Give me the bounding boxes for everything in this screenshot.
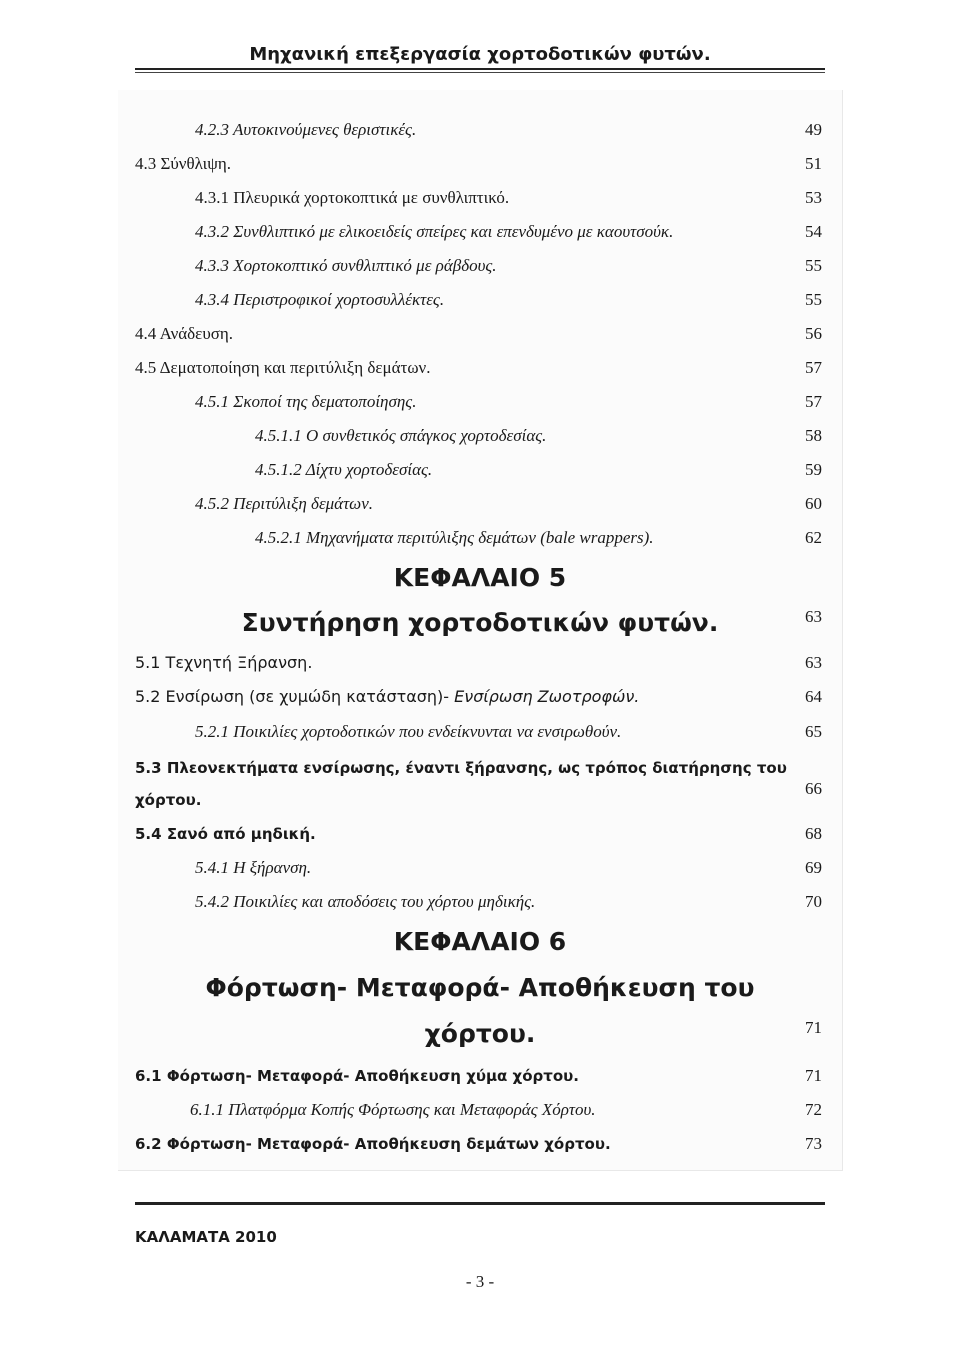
toc-page: 63 bbox=[805, 607, 822, 626]
toc-page: 66 bbox=[805, 779, 822, 798]
toc-page: 53 bbox=[805, 188, 822, 207]
toc-page: 72 bbox=[805, 1100, 822, 1119]
toc-page: 62 bbox=[805, 528, 822, 547]
toc-page: 58 bbox=[805, 426, 822, 445]
toc-page: 57 bbox=[805, 358, 822, 377]
chapter-5-title: Συντήρηση χορτοδοτικών φυτών. bbox=[241, 608, 719, 637]
running-header: Μηχανική επεξεργασία χορτοδοτικών φυτών. bbox=[249, 44, 711, 65]
toc-page: 71 bbox=[805, 1018, 822, 1037]
toc-page: 56 bbox=[805, 324, 822, 343]
toc-page: 55 bbox=[805, 290, 822, 309]
toc-page: 73 bbox=[805, 1134, 822, 1153]
toc-page: 69 bbox=[805, 858, 822, 877]
toc-page: 51 bbox=[805, 154, 822, 173]
chapter-5-label: ΚΕΦΑΛΑΙΟ 5 bbox=[393, 563, 567, 592]
toc-page: 63 bbox=[805, 653, 822, 672]
toc-page: 65 bbox=[805, 722, 822, 741]
chapter-6-title-line1: Φόρτωση- Μεταφορά- Αποθήκευση του bbox=[205, 973, 755, 1002]
toc-page: 64 bbox=[805, 687, 822, 706]
toc-page: 60 bbox=[805, 494, 822, 513]
footer-rule bbox=[135, 1202, 825, 1205]
toc-page: 57 bbox=[805, 392, 822, 411]
toc-page: 68 bbox=[805, 824, 822, 843]
toc-page: 54 bbox=[805, 222, 822, 241]
toc-page: 49 bbox=[805, 120, 822, 139]
toc-page: 70 bbox=[805, 892, 822, 911]
chapter-6-label: ΚΕΦΑΛΑΙΟ 6 bbox=[393, 927, 567, 956]
chapter-6-title-line2: χόρτου. bbox=[424, 1019, 536, 1048]
toc-page: 71 bbox=[805, 1066, 822, 1085]
header-rule bbox=[135, 68, 825, 70]
toc-page: 55 bbox=[805, 256, 822, 275]
footer-place: ΚΑΛΑΜΑΤΑ 2010 bbox=[135, 1228, 277, 1246]
page-number: - 3 - bbox=[465, 1272, 495, 1291]
header-rule-thin bbox=[135, 72, 825, 73]
toc-page: 59 bbox=[805, 460, 822, 479]
